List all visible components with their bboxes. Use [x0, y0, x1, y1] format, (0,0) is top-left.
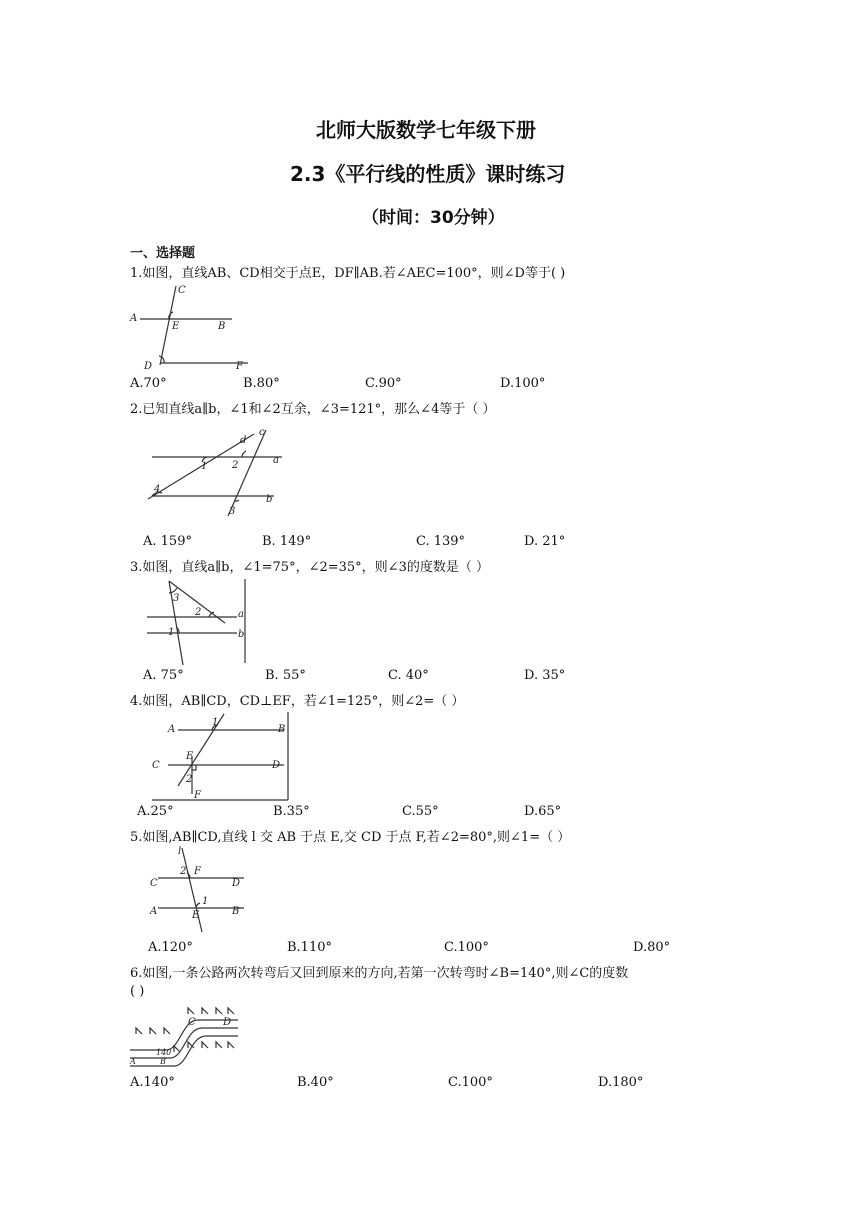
time-limit: （时间：30分钟） — [362, 208, 505, 228]
q4-label-d: D — [272, 760, 281, 771]
question-2-text: 2.已知直线a∥b，∠1和∠2互余，∠3=121°，那么∠4等于（ ） — [130, 402, 496, 417]
document-subtitle: 2.3《平行线的性质》课时练习 — [290, 162, 566, 186]
q2-option-d[interactable]: D. 21° — [524, 534, 566, 549]
q2-option-a[interactable]: A. 159° — [143, 534, 192, 549]
section-heading: 一、选择题 — [130, 246, 196, 261]
q3-option-b[interactable]: B. 55° — [265, 668, 306, 683]
q5-label-b: B — [232, 906, 240, 917]
q2-option-b[interactable]: B. 149° — [262, 534, 312, 549]
q1-label-d: D — [144, 361, 153, 372]
q2-label-2: 2 — [232, 460, 239, 471]
q3-option-c[interactable]: C. 40° — [388, 668, 429, 683]
q6-label-d: D — [223, 1017, 232, 1028]
q4-option-c[interactable]: C.55° — [402, 804, 439, 819]
q6-label-140: 140 — [156, 1048, 172, 1057]
q5-label-1: 1 — [202, 896, 209, 907]
q1-label-a: A — [130, 313, 138, 324]
q1-option-a[interactable]: A.70° — [130, 376, 167, 391]
q1-label-f: F — [236, 361, 243, 372]
q5-label-f: F — [194, 866, 201, 877]
q2-label-c: c — [259, 427, 265, 438]
q5-label-c: C — [150, 878, 158, 889]
q6-label-a: A — [130, 1057, 136, 1066]
q4-label-b: B — [278, 724, 286, 735]
q2-label-4: 4 — [154, 484, 161, 495]
q1-label-e: E — [172, 321, 180, 332]
q4-label-1: 1 — [212, 717, 219, 728]
q5-label-2: 2 — [180, 866, 187, 877]
q4-label-f: F — [194, 790, 201, 801]
question-4-text: 4.如图，AB∥CD，CD⊥EF，若∠1=125°，则∠2=（ ） — [130, 694, 465, 709]
question-4-figure — [148, 712, 293, 802]
q5-label-d: D — [232, 878, 241, 889]
q3-label-3: 3 — [173, 593, 180, 604]
q4-option-a[interactable]: A.25° — [137, 804, 174, 819]
q6-option-d[interactable]: D.180° — [598, 1075, 644, 1090]
q1-option-d[interactable]: D.100° — [500, 376, 546, 391]
q3-option-a[interactable]: A. 75° — [143, 668, 184, 683]
q1-label-c: C — [178, 285, 186, 296]
q5-option-c[interactable]: C.100° — [444, 940, 489, 955]
question-6-bracket: ( ) — [130, 984, 145, 999]
q3-label-a: a — [238, 609, 244, 620]
q3-label-2: 2 — [195, 607, 202, 618]
q5-option-d[interactable]: D.80° — [633, 940, 671, 955]
q3-label-b: b — [238, 629, 245, 640]
question-1-figure — [128, 283, 258, 373]
q3-option-d[interactable]: D. 35° — [524, 668, 566, 683]
q1-label-b: B — [218, 321, 226, 332]
q4-option-b[interactable]: B.35° — [273, 804, 310, 819]
question-3-text: 3.如图，直线a∥b，∠1=75°，∠2=35°，则∠3的度数是（ ） — [130, 560, 489, 575]
q6-option-a[interactable]: A.140° — [130, 1075, 175, 1090]
q5-label-l: l — [178, 846, 182, 857]
question-1-text: 1.如图，直线AB、CD相交于点E，DF∥AB.若∠AEC=100°，则∠D等于( ) — [130, 266, 566, 281]
q2-label-3: 3 — [229, 506, 236, 517]
q6-label-b: B — [160, 1057, 166, 1066]
q5-label-a: A — [150, 906, 158, 917]
q5-label-e: E — [192, 910, 200, 921]
q2-label-1: 1 — [201, 461, 208, 472]
question-3-figure — [143, 577, 253, 667]
q6-option-b[interactable]: B.40° — [297, 1075, 334, 1090]
q2-option-c[interactable]: C. 139° — [416, 534, 466, 549]
question-6-figure — [128, 1006, 243, 1070]
q3-label-1: 1 — [168, 627, 175, 638]
question-2-figure — [142, 424, 292, 519]
q4-label-e: E — [186, 751, 194, 762]
q4-label-2: 2 — [186, 774, 193, 785]
question-5-figure — [146, 846, 251, 936]
question-6-text: 6.如图,一条公路两次转弯后又回到原来的方向,若第一次转弯时∠B=140°,则∠C的度数 — [130, 966, 629, 981]
q6-option-c[interactable]: C.100° — [448, 1075, 493, 1090]
question-5-text: 5.如图,AB∥CD,直线 l 交 AB 于点 E,交 CD 于点 F,若∠2=80°,则∠1=（ ） — [130, 830, 571, 845]
q1-option-c[interactable]: C.90° — [365, 376, 402, 391]
q1-option-b[interactable]: B.80° — [243, 376, 280, 391]
q2-label-a: a — [273, 455, 279, 466]
q5-option-a[interactable]: A.120° — [148, 940, 193, 955]
q5-option-b[interactable]: B.110° — [287, 940, 332, 955]
q4-option-d[interactable]: D.65° — [524, 804, 562, 819]
document-title: 北师大版数学七年级下册 — [316, 118, 536, 142]
q2-label-b: b — [266, 494, 273, 505]
q4-label-c: C — [152, 760, 160, 771]
q4-label-a: A — [168, 724, 176, 735]
q6-label-c: C — [188, 1017, 196, 1028]
q2-label-d: d — [240, 435, 247, 446]
